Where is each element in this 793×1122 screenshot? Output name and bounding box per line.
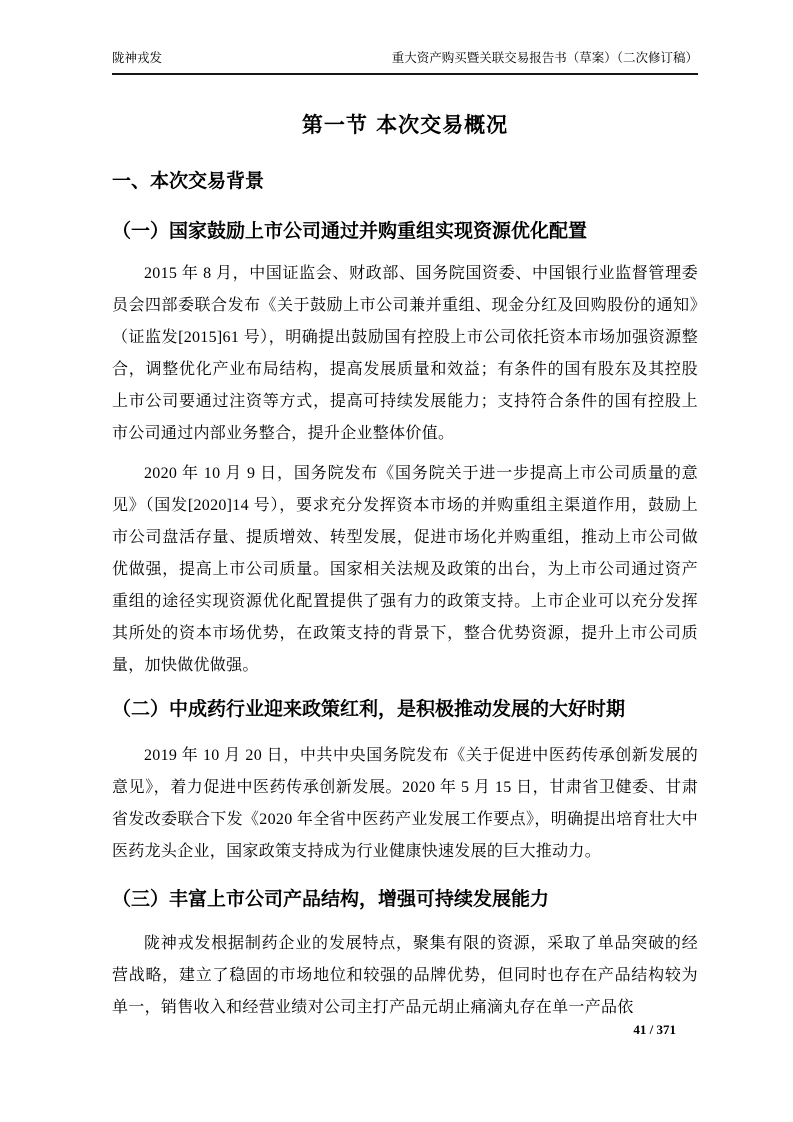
subsection-heading-3: （三）丰富上市公司产品结构，增强可持续发展能力: [112, 888, 550, 910]
chapter-title: 第一节 本次交易概况: [301, 113, 509, 137]
page-content: [112, 112, 698, 1024]
page-number: 41 / 371: [633, 1022, 676, 1037]
header-doc-title: 重大资产购买暨关联交易报告书（草案）（二次修订稿）: [391, 51, 698, 65]
subsection-heading-2: （二）中成药行业迎来政策红利，是积极推动发展的大好时期: [112, 698, 626, 720]
page-footer: [112, 1022, 676, 1038]
paragraph: 2019 年 10 月 20 日，中共中央国务院发布《关于促进中医药传承创新发展的意见》，着力促进中医药传承创新发展。2020 年 5 月 15 日，甘肃省卫健委、甘肃省发改委联合下发《2020 年全省中医药产业发展工作要点》，明确提出培育壮大中医药龙头企业，国家政策支持成为行业健康快速发展的巨大推动力。: [112, 747, 698, 860]
section-heading: 一、本次交易背景: [112, 170, 265, 192]
paragraph: 陇神戎发根据制药企业的发展特点，聚集有限的资源，采取了单品突破的经营战略，建立了稳固的市场地位和较强的品牌优势，但同时也存在产品结构较为单一，销售收入和经营业绩对公司主打产品元胡止痛滴丸存在单一产品依: [112, 935, 698, 1016]
subsection-heading-1: （一）国家鼓励上市公司通过并购重组实现资源优化配置: [112, 220, 588, 242]
header-company: 陇神戎发: [112, 51, 163, 65]
paragraph: 2015 年 8 月，中国证监会、财政部、国务院国资委、中国银行业监督管理委员会四部委联合发布《关于鼓励上市公司兼并重组、现金分红及回购股份的通知》（证监发[2015]61 号），明确提出鼓励国有控股上市公司依托资本市场加强资源整合，调整优化产业布局结构，提高发展质量和效益；有条件的国有股东及其控股上市公司要通过注资等方式，提高可持续发展能力；支持符合条件的国有控股上市公司通过内部业务整合，提升企业整体价值。: [112, 265, 698, 442]
paragraph: 2020 年 10 月 9 日，国务院发布《国务院关于进一步提高上市公司质量的意见》（国发[2020]14 号），要求充分发挥资本市场的并购重组主渠道作用，鼓励上市公司盘活存量、提质增效、转型发展，促进市场化并购重组，推动上市公司做优做强，提高上市公司质量。国家相关法规及政策的出台，为上市公司通过资产重组的途径实现资源优化配置提供了强有力的政策支持。上市企业可以充分发挥其所处的资本市场优势，在政策支持的背景下，整合优势资源，提升上市公司质量，加快做优做强。: [112, 465, 698, 674]
page-header: [112, 51, 698, 75]
